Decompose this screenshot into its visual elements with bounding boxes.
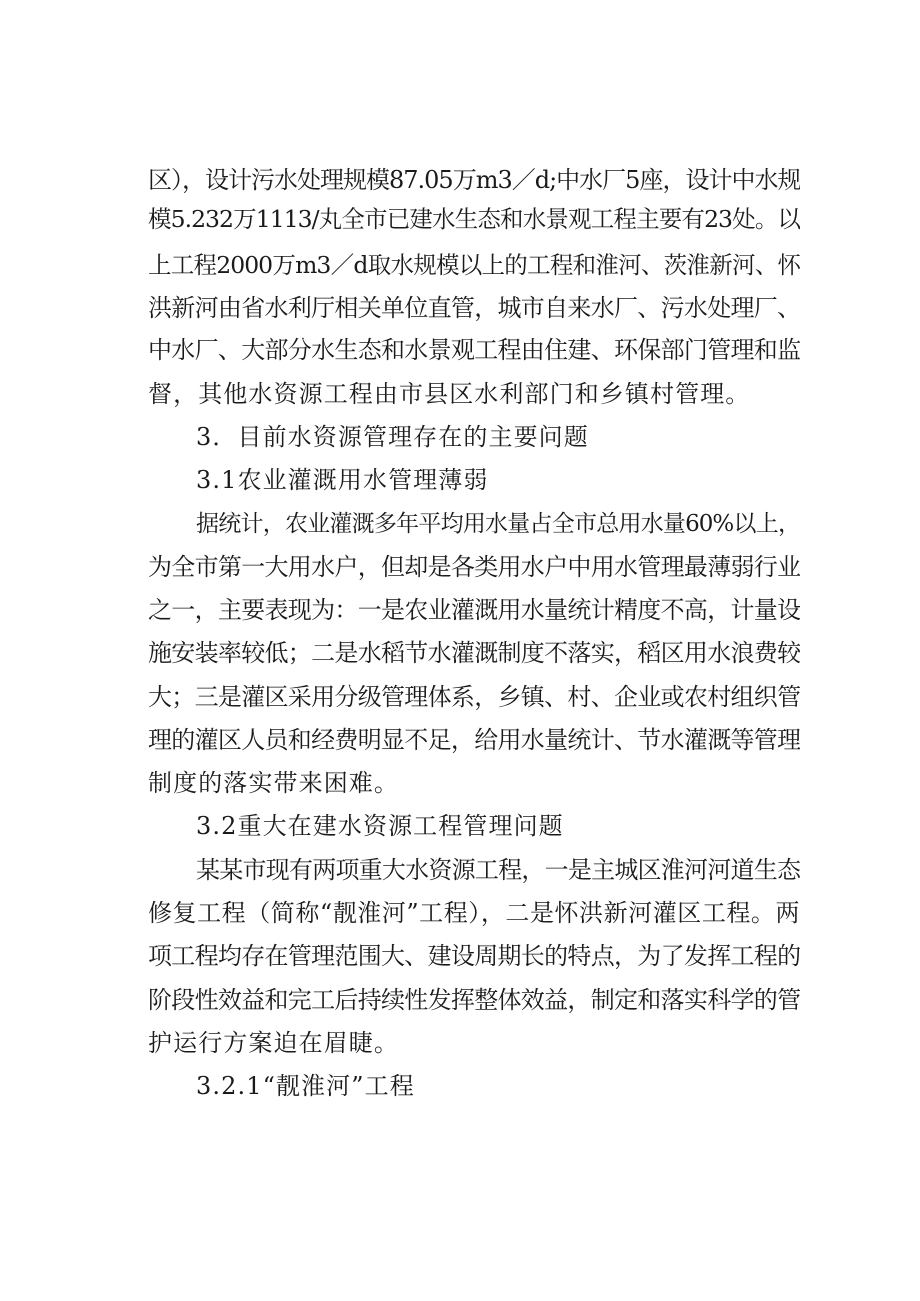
subsubsection-heading: 3.2.1“靓淮河”工程	[196, 1072, 415, 1100]
body-text-line: 施安装率较低；二是水稻节水灌溉制度不落实，稻区用水浪费较	[148, 639, 800, 667]
body-text-line: 项工程均存在管理范围大、建设周期长的特点，为了发挥工程的	[148, 942, 800, 970]
body-text-line: 中水厂、大部分水生态和水景观工程由住建、环保部门管理和监	[148, 336, 800, 364]
body-text-line: 修复工程（简称“靓淮河”工程），二是怀洪新河灌区工程。两	[148, 899, 800, 927]
body-text-line: 模5.232万1113/丸全市已建水生态和水景观工程主要有23处。以	[148, 205, 800, 233]
body-text-line: 某某市现有两项重大水资源工程，一是主城区淮河河道生态	[196, 856, 800, 884]
body-text-line: 督，其他水资源工程由市县区水利部门和乡镇村管理。	[148, 380, 751, 408]
subsection-heading: 3.1农业灌溉用水管理薄弱	[196, 466, 489, 494]
body-text-line: 区），设计污水处理规模87.05万m3／d;中水厂5座，设计中水规	[148, 166, 800, 194]
body-text-line: 大；三是灌区采用分级管理体系，乡镇、村、企业或农村组织管	[148, 683, 800, 711]
body-text-line: 据统计，农业灌溉多年平均用水量占全市总用水量60%以上，	[196, 511, 800, 537]
body-text-line: 理的灌区人员和经费明显不足，给用水量统计、节水灌溉等管理	[148, 726, 800, 754]
section-heading: 3．目前水资源管理存在的主要问题	[196, 423, 589, 451]
body-text-line: 阶段性效益和完工后持续性发挥整体效益，制定和落实科学的管	[148, 986, 800, 1014]
subsection-heading: 3.2重大在建水资源工程管理问题	[196, 812, 564, 840]
body-text-line: 为全市第一大用水户，但却是各类用水户中用水管理最薄弱行业	[148, 553, 800, 581]
body-text-line: 护运行方案迫在眉睫。	[148, 1029, 399, 1057]
body-text-line: 上工程2000万m3／d取水规模以上的工程和淮河、茨淮新河、怀	[148, 251, 800, 279]
body-text-line: 洪新河由省水利厅相关单位直管，城市自来水厂、污水处理厂、	[148, 294, 800, 322]
body-text-line: 之一，主要表现为：一是农业灌溉用水量统计精度不高，计量设	[148, 596, 800, 624]
body-text-line: 制度的落实带来困难。	[148, 769, 399, 797]
